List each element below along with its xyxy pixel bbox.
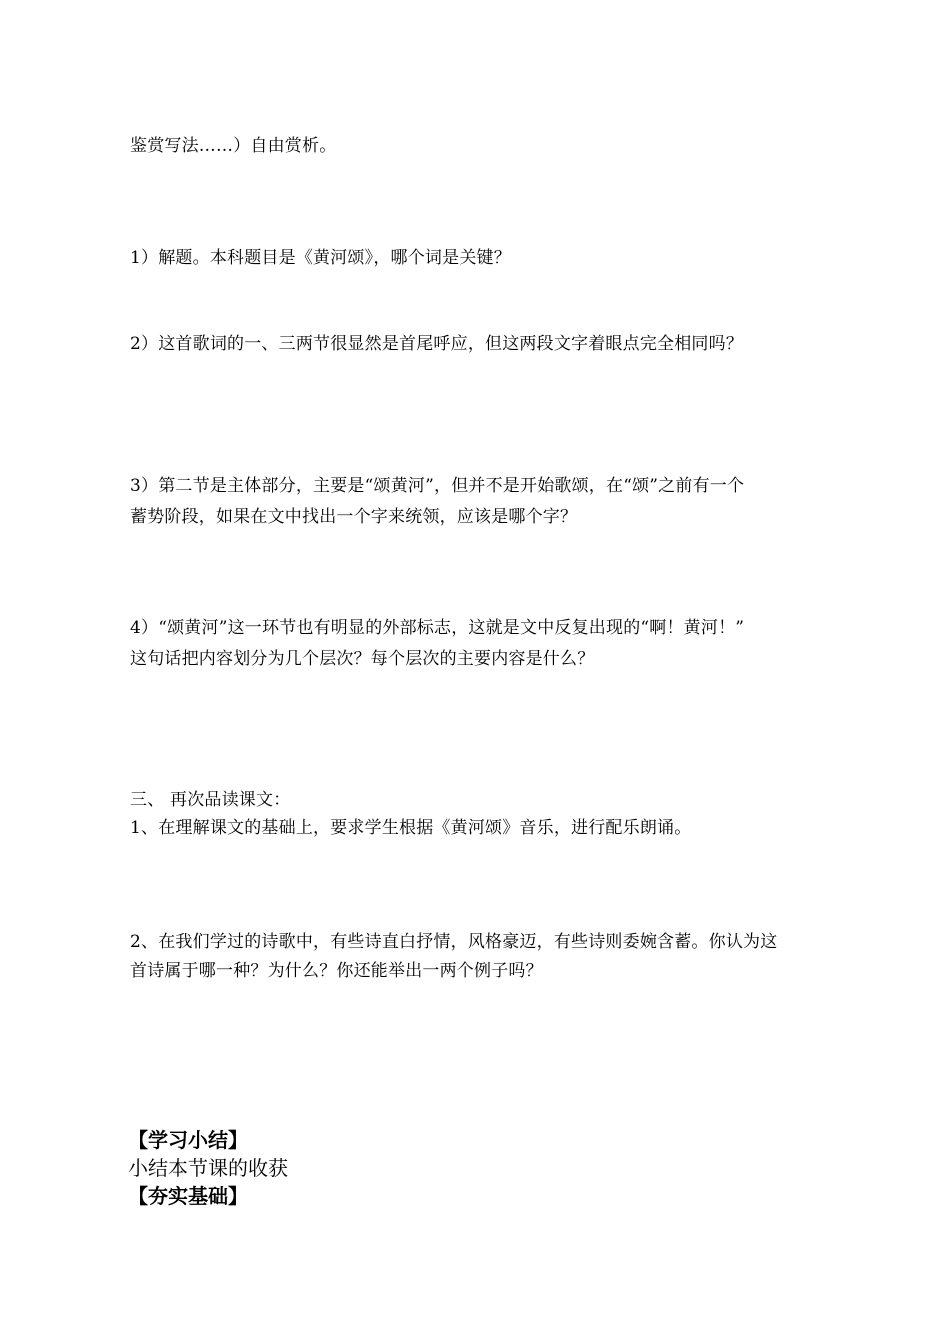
- summary-text: 小结本节课的收获: [128, 1156, 288, 1180]
- question-3-line-1: 3）第二节是主体部分，主要是“颂黄河”，但并不是开始歌颂，在“颂”之前有一个: [130, 476, 745, 496]
- question-3-line-2: 蓄势阶段，如果在文中找出一个字来统领，应该是哪个字？: [130, 507, 578, 527]
- question-1: 1）解题。本科题目是《黄河颂》，哪个词是关键？: [130, 248, 511, 268]
- intro-tail-text: 鉴赏写法……）自由赏析。: [130, 136, 337, 156]
- question-2: 2）这首歌词的一、三两节很显然是首尾呼应，但这两段文字着眼点完全相同吗？: [130, 334, 744, 354]
- question-4-line-1: 4）“颂黄河”这一环节也有明显的外部标志，这就是文中反复出现的“啊！黄河！”: [130, 618, 745, 638]
- section-three-item-1: 1、在理解课文的基础上，要求学生根据《黄河颂》音乐，进行配乐朗诵。: [130, 818, 692, 838]
- section-three-item-2-line-2: 首诗属于哪一种？为什么？你还能举出一两个例子吗？: [130, 961, 543, 981]
- section-three-title: 三、 再次品读课文：: [130, 790, 291, 810]
- summary-heading: 【学习小结】: [128, 1128, 248, 1152]
- foundation-heading: 【夯实基础】: [128, 1184, 248, 1208]
- section-three-item-2-line-1: 2、在我们学过的诗歌中，有些诗直白抒情，风格豪迈，有些诗则委婉含蓄。你认为这: [130, 932, 778, 952]
- question-4-line-2: 这句话把内容划分为几个层次？每个层次的主要内容是什么？: [130, 649, 595, 669]
